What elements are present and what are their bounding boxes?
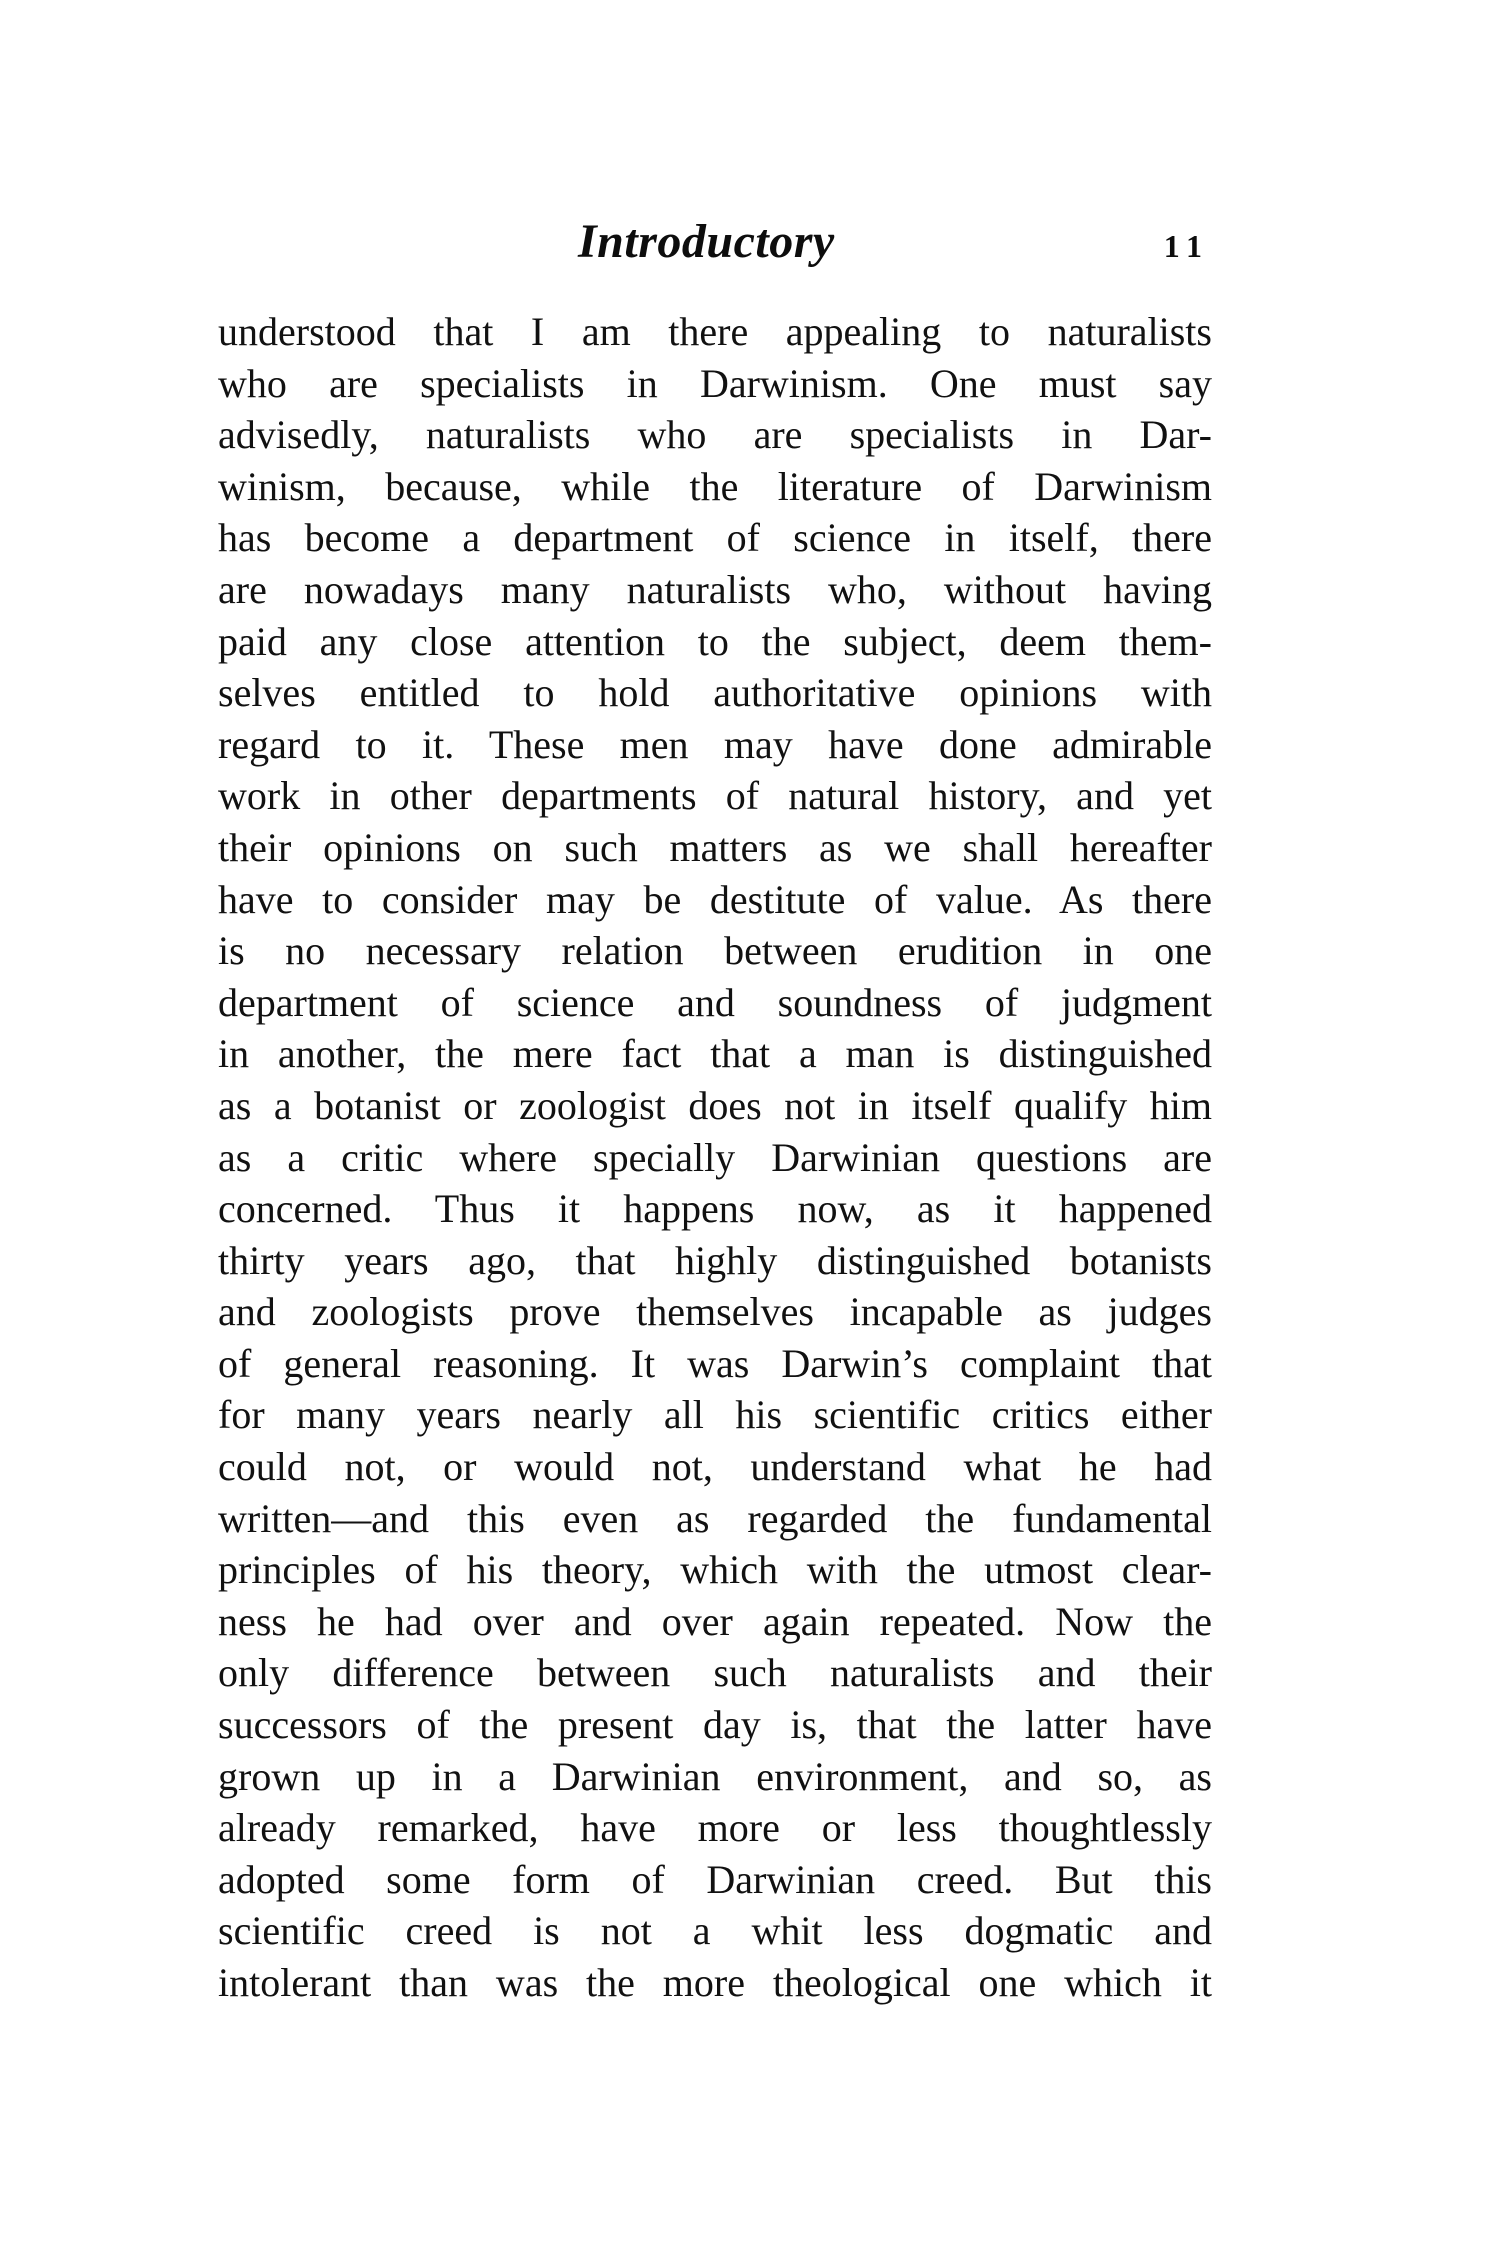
text-line: paid any close attention to the subject, deem them- [218,618,1212,664]
text-line: who are specialists in Darwinism. One must say [218,360,1212,406]
text-line: only difference between such naturalists and their [218,1650,1212,1696]
text-line: intolerant than was the more theological one which it [218,1960,1212,2005]
text-line: scientific creed is not a whit less dogmatic and [218,1908,1212,1954]
text-line: written—and this even as regarded the fundamental [218,1495,1212,1541]
text-line: advisedly, naturalists who are specialists in Dar- [218,412,1212,458]
running-head [218,212,1212,272]
text-line: work in other departments of natural history, and yet [218,773,1212,819]
text-line: are nowadays many naturalists who, without having [218,566,1212,612]
text-line: principles of his theory, which with the utmost clear- [218,1547,1212,1593]
text-line: adopted some form of Darwinian creed. But this [218,1856,1212,1902]
text-line: have to consider may be destitute of value. As there [218,876,1212,922]
text-line: their opinions on such matters as we shall hereafter [218,824,1212,870]
text-line: of general reasoning. It was Darwin’s complaint that [218,1340,1212,1386]
text-line: has become a department of science in itself, there [218,515,1212,561]
body-text [218,306,1212,2009]
text-line: already remarked, have more or less thoughtlessly [218,1805,1212,1851]
text-line: successors of the present day is, that the latter have [218,1702,1212,1748]
text-line: understood that I am there appealing to naturalists [218,309,1212,354]
text-line: as a critic where specially Darwinian questions are [218,1134,1212,1180]
text-line: ness he had over and over again repeated. Now the [218,1598,1212,1644]
running-title: Introductory [578,215,835,268]
text-line: grown up in a Darwinian environment, and so, as [218,1753,1212,1799]
text-line: as a botanist or zoologist does not in itself qualify him [218,1082,1212,1128]
text-line: in another, the mere fact that a man is distinguished [218,1031,1212,1077]
text-line: winism, because, while the literature of Darwinism [218,463,1212,509]
text-line: regard to it. These men may have done admirable [218,721,1212,767]
text-line: could not, or would not, understand what he had [218,1444,1212,1490]
text-line: for many years nearly all his scientific critics either [218,1392,1212,1438]
text-line: and zoologists prove themselves incapable as judges [218,1289,1212,1335]
text-line: is no necessary relation between erudition in one [218,928,1212,974]
text-line: thirty years ago, that highly distinguished botanists [218,1237,1212,1283]
text-line: concerned. Thus it happens now, as it happened [218,1186,1212,1232]
text-line: department of science and soundness of judgment [218,979,1212,1025]
page-number: 11 [1163,228,1210,264]
text-line: selves entitled to hold authoritative opinions with [218,670,1212,716]
